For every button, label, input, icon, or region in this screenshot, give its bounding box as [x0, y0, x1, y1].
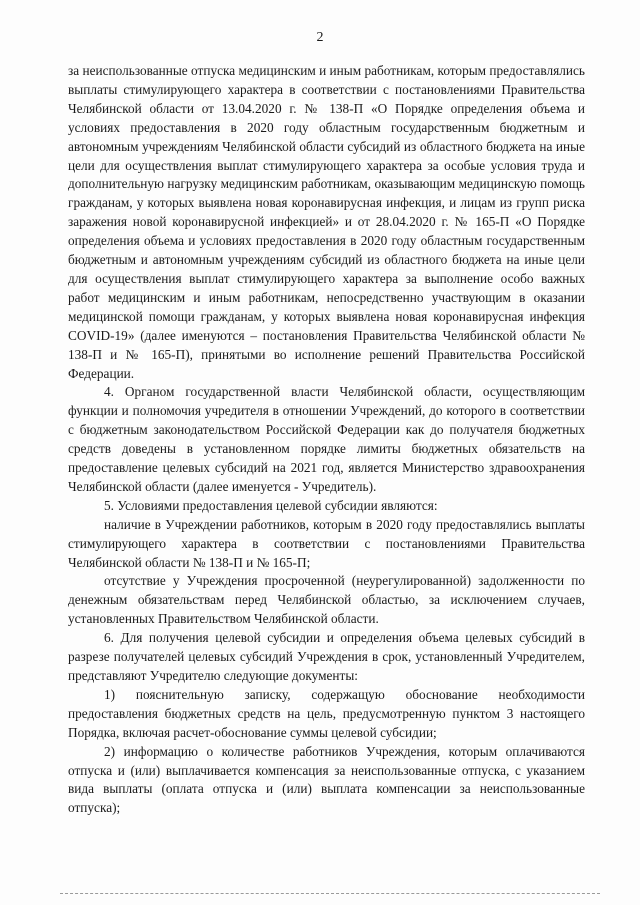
document-body	[68, 62, 585, 818]
paragraph-continuation: за неиспользованные отпуска медицинским и иным работникам, которым предоставлялись выплаты стимулирующего характера в соответствии с постановлениями Правительства Челябинской области от 13.04.2020 г. № 138-П «О Порядке определения объема и условиях предоставления в 2020 году областным государственным бюджетным и автономным учреждениям Челябинской области субсидий из областного бюджета на иные цели для осуществления выплат стимулирующего характера за особые условия труда и дополнительную нагрузку медицинским работникам, оказывающим медицинскую помощь гражданам, у которых выявлена новая коронавирусная инфекция, и лицам из групп риска заражения новой коронавирусной инфекцией» и от 28.04.2020 г. № 165-П «О Порядке определения объема и условиях предоставления в 2020 году областным государственным бюджетным и автономным учреждениям субсидий из областного бюджета на иные цели для осуществления выплат стимулирующего характера за выполнение особо важных работ медицинским и иным работникам, непосредственно участвующим в оказании медицинской помощи гражданам, у которых выявлена новая коронавирусная инфекция COVID-19» (далее именуются – постановления Правительства Челябинской области № 138-П и № 165-П), принятыми во исполнение решений Правительства Российской Федерации.	[68, 63, 585, 381]
paragraph-condition-2: отсутствие у Учреждения просроченной (неурегулированной) задолженности по денежным обязательствам перед Челябинской областью, за исключением случаев, установленных Правительством Челябинской области.	[68, 573, 585, 627]
paragraph-subitem-2: 2) информацию о количестве работников Учреждения, которым оплачиваются отпуска и (или) выплачивается компенсация за неиспользованные отпуска, с указанием вида выплаты (оплата отпуска и (или) выплата компенсации за неиспользованные отпуска);	[68, 743, 585, 816]
page-bottom-edge	[60, 893, 600, 894]
paragraph-subitem-1: 1) пояснительную записку, содержащую обоснование необходимости предоставления бюджетных средств на цель, предусмотренную пунктом 3 настоящего Порядка, включая расчет-обоснование суммы целевой субсидии;	[68, 686, 585, 740]
paragraph-item-6: 6. Для получения целевой субсидии и определения объема целевых субсидий в разрезе получателей целевых субсидий Учреждения в срок, установленный Учредителем, представляют Учредителю следующие документы:	[68, 630, 585, 683]
paragraph-condition-1: наличие в Учреждении работников, которым в 2020 году предоставлялись выплаты стимулирующего характера в соответствии с постановлениями Правительства Челябинской области № 138-П и № 165-П;	[68, 516, 585, 570]
page-number: 2	[316, 30, 324, 45]
paragraph-item-5: 5. Условиями предоставления целевой субсидии являются:	[104, 497, 438, 513]
paragraph-item-4: 4. Органом государственной власти Челябинской области, осуществляющим функции и полномочия учредителя в отношении Учреждений, до которого в соответствии с бюджетным законодательством Российской Федерации как до получателя бюджетных средств доведены в установленном порядке лимиты бюджетных обязательств на предоставление целевых субсидий на 2021 год, является Министерство здравоохранения Челябинской области (далее именуется - Учредитель).	[68, 384, 585, 494]
